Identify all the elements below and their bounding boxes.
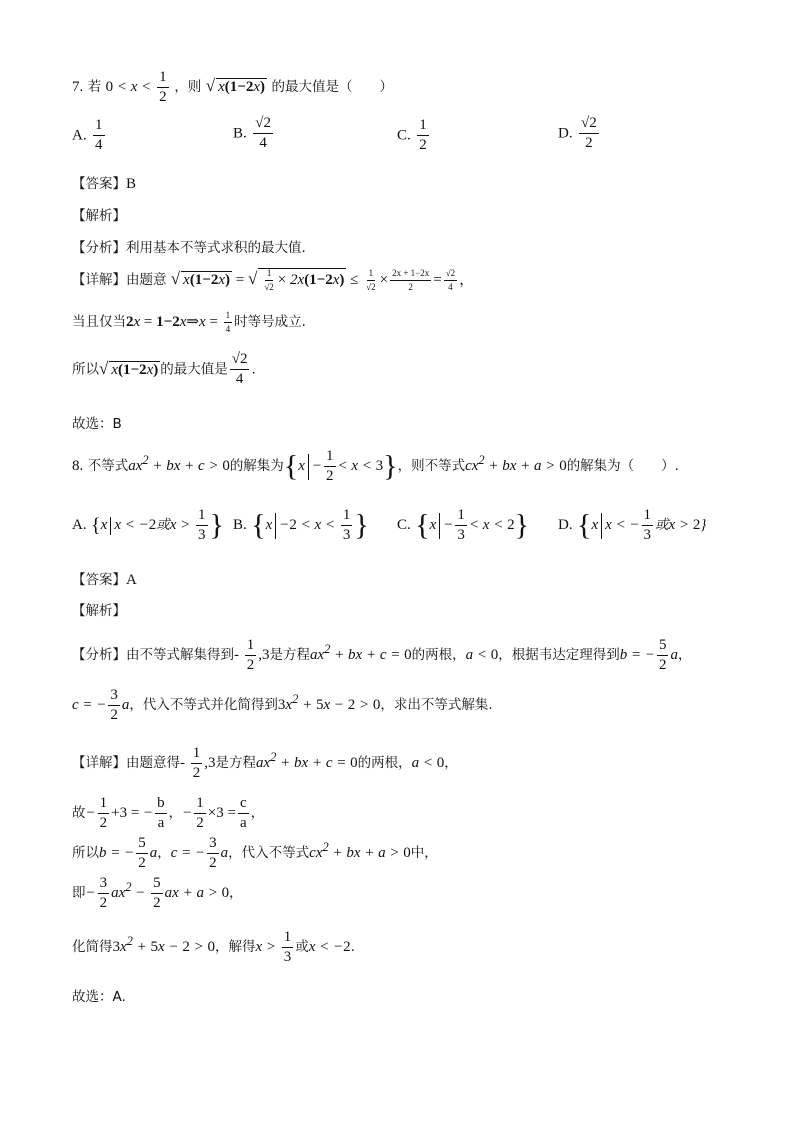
q8-conclusion: 故选：A. [72, 989, 126, 1005]
q7-stem [72, 70, 393, 105]
q8-option-b[interactable]: B. {x −2 < x < $\frac{1}{3}$ } [233, 507, 369, 543]
q7-expression: √ x(1−2x) [205, 75, 265, 95]
q7-conclusion: 故选：B [72, 416, 122, 432]
q8-detail-simplify: 化简得$3x^2 + 5x - 2 > 0$，解得x > $\frac{1}{3}$ 或x < −2. [72, 929, 355, 965]
q8-detail-coeffs: 所以b = − $\frac{5}{2}$ a，c = − $\frac{3}{2}$ a，代入不等式$cx^2$ + bx + a > 0中， [72, 835, 438, 871]
q7-equality: 当且仅当2x = 1−2x⇒x = $\frac{1}{4}$ 时等号成立. [72, 310, 306, 335]
q7-detail-formula: √ x(1−2x) = √ $\frac{1}{√2}$ × 2x(1−2x) ≤ $\frac{1}{√2}$ × $\frac{2x + 1-2x}{2}$ = $\frac{√2}{4}$ ， [170, 268, 475, 293]
q7-option-a-value: $\frac{1}{4}$ [95, 117, 103, 153]
q8-number: 8. [72, 457, 84, 474]
q7-analysis-tag: 【解析】 [72, 208, 126, 224]
q8-option-c[interactable]: C. {x − $\frac{1}{3}$ < x < 2} [397, 507, 529, 543]
q7-answer [72, 172, 136, 193]
q8-option-a[interactable]: A. {x x < −2或x > $\frac{1}{3}$ } [72, 507, 224, 543]
q8-detail-line1: 【详解】由题意得- $\frac{1}{2}$ ,3是方程$ax^2$ + bx + c = 0的两根，a < 0， [72, 745, 458, 781]
q7-detail: 【详解】由题意 √ x(1−2x) = √ $\frac{1}{√2}$ × 2x(1−2x) ≤ $\frac{1}{√2}$ × $\frac{2x + 1-2x}{2}$ = $\frac{√2}{4}$ ， [72, 268, 475, 293]
q7-answer-tag: 【答案】 [72, 176, 126, 192]
q8-detail-substitute: 即− $\frac{3}{2}$ $ax^2$ − $\frac{5}{2}$ ax + a > 0， [72, 875, 243, 911]
q8-fenxi-line2: c = − $\frac{3}{2}$ a，代入不等式并化简得到$3x^2 + 5x - 2 > 0$，求出不等式解集. [72, 687, 493, 723]
q7-option-b[interactable]: B. $\frac{√2}{4}$ [233, 115, 271, 151]
q7-prefix: 若 [87, 78, 102, 95]
q8-detail-vieta: 故− $\frac{1}{2}$ +3 = − $\frac{b}{a}$ ，− $\frac{1}{2}$ ×3 = $\frac{c}{a}$ ， [72, 795, 265, 831]
q8-stem: 8. 不等式$ax^2$ + bx + c > 0的解集为{x − $\frac{1}{2}$ < x < 3}，则不等式$cx^2$ + bx + a > 0的解集为（ ）. [72, 448, 679, 484]
q7-option-b-value: $\frac{√2}{4}$ [255, 115, 271, 151]
q8-answer-value: A [126, 572, 137, 588]
q7-number: 7. [72, 78, 84, 95]
q7-condition: 0 < x < $\frac{1}{2}$ [105, 69, 167, 105]
q7-fenxi: 【分析】利用基本不等式求积的最大值. [72, 240, 306, 256]
q7-option-d[interactable]: D. $\frac{√2}{2}$ [558, 115, 597, 151]
q7-option-a[interactable]: A. $\frac{1}{4}$ [72, 117, 103, 153]
q7-stem-text2: 的最大值是（ ） [271, 78, 393, 95]
q7-answer-value: B [126, 176, 137, 192]
q8-answer: 【答案】A [72, 572, 137, 588]
q7-option-c-value: $\frac{1}{2}$ [419, 117, 427, 153]
q7-option-c[interactable]: C. $\frac{1}{2}$ [397, 117, 427, 153]
q8-fenxi-line1: 【分析】由不等式解集得到- $\frac{1}{2}$ ,3是方程$ax^2$ + bx + c = 0的两根，a < 0，根据韦达定理得到b = − $\frac{5}{2}$ a， [72, 637, 692, 673]
q7-result: 所以√ x(1−2x) 的最大值是 $\frac{√2}{4}$ . [72, 351, 256, 387]
q8-option-d[interactable]: D. {x x < − $\frac{1}{3}$ 或x > 2} [558, 507, 707, 543]
q8-analysis-tag: 【解析】 [72, 603, 126, 619]
q7-option-d-value: $\frac{√2}{2}$ [581, 115, 597, 151]
q7-stem-text1: ，则 [174, 78, 202, 95]
